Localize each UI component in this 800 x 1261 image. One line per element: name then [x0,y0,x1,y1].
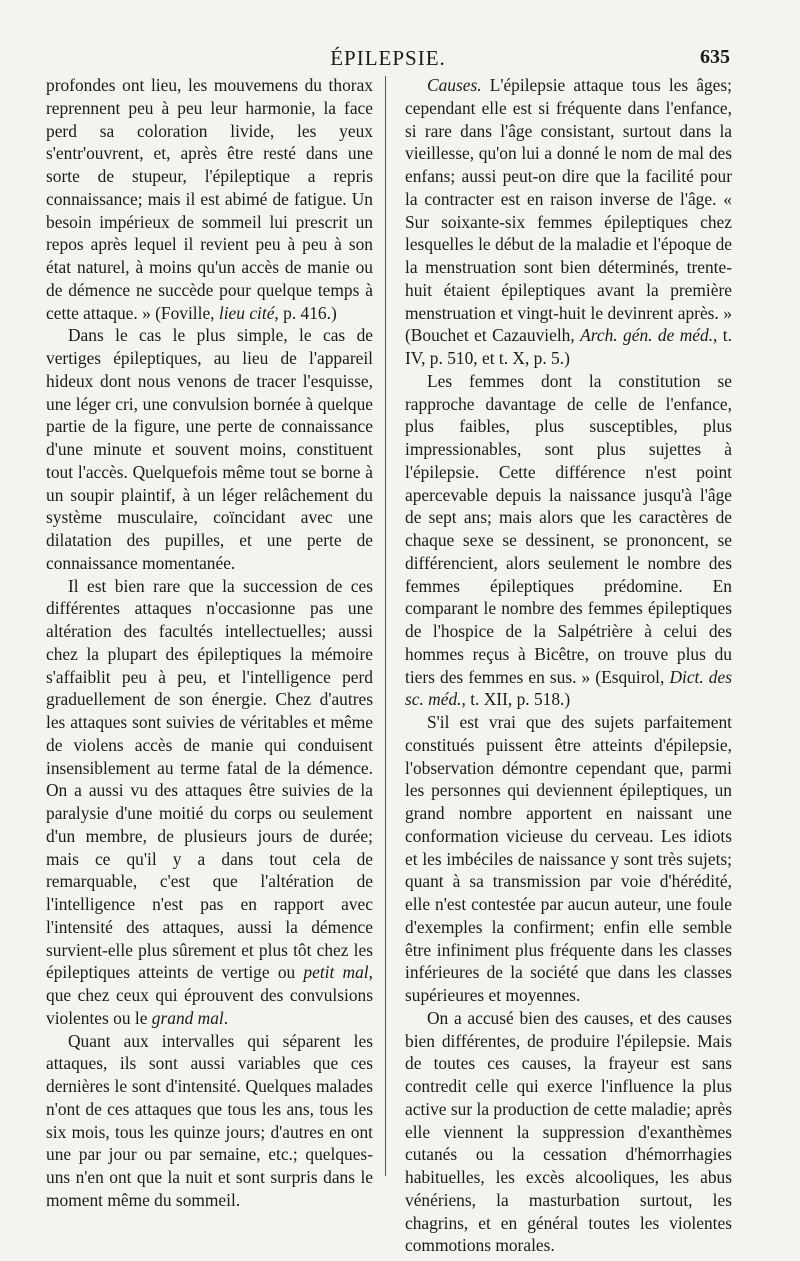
section-heading: Causes. [427,75,482,95]
paragraph: profondes ont lieu, les mouvemens du thorax reprennent peu à peu leur harmonie, la face perd sa coloration livide, les yeux s'entr'ouvrent, et, après être resté dans une sorte de stupeur, l'épileptique a repris connaissance; mais il est abimé de fatigue. Un besoin impérieux de sommeil lui prescrit un repos après lequel il revient peu à peu à son état naturel, à moins qu'un accès de manie ou de démence ne succède pour quelque temps à cette attaque. » (Foville, lieu cité, p. 416.) [46,75,373,323]
left-column [46,74,373,1212]
page-header [46,46,730,74]
paragraph: Il est bien rare que la succession de ces différentes attaques n'occasionne pas une altération des facultés intellectuelles; aussi chez la plupart des épileptiques la mémoire s'affaiblit peu à peu, et l'intelligence perd graduellement de son énergie. Chez d'autres les attaques sont suivies de véritables et même de violens accès de manie qui conduisent insensiblement au terme fatal de la démence. On a aussi vu des attaques être suivies de la paralysie d'une moitié du corps ou seulement d'un membre, de plusieurs jours de durée; mais ce qu'il y a dans tout cela de remarquable, c'est que l'altération de l'intelligence n'est pas en rapport avec l'intensité des attaques, aussi la démence survient-elle plus sûrement et plus tôt chez les épileptiques atteints de vertige ou petit mal, que chez ceux qui éprouvent des convulsions violentes ou le grand mal. [46,575,373,1028]
page-number: 635 [700,46,730,68]
column-divider [385,76,386,1176]
paragraph: On a accusé bien des causes, et des causes bien différentes, de produire l'épilepsie. Mais de toutes ces causes, la frayeur est sans contredit celle qui exerce l'influence la plus active sur la production de cette maladie; après elle viennent la suppression d'exanthèmes cutanés ou la cessation d'hémorrhagies habituelles, les excès alcooliques, les abus vénériens, la masturbation surtout, les chagrins, et en général toutes les violentes commotions morales. [405,1007,732,1256]
paragraph: Dans le cas le plus simple, le cas de vertiges épileptiques, au lieu de l'appareil hideux dont nous venons de tracer l'esquisse, une léger cri, une convulsion bornée à quelque partie de la figure, une perte de connaissance d'une minute et souvent moins, constituent tout l'accès. Quelquefois même tout se borne à un soupir plaintif, à un léger relâchement du système musculaire, coïncidant avec une dilatation des pupilles, et une perte de connaissance momentanée. [46,325,373,573]
paragraph: Quant aux intervalles qui séparent les attaques, ils sont aussi variables que ces dernières le sont d'intensité. Quelques malades n'ont de ces attaques que tous les ans, tous les six mois, tous les quinze jours; d'autres en ont une par jour ou par semaine, etc.; quelques-uns n'en ont que la nuit et sont surpris dans le moment même du sommeil. [46,1030,373,1210]
paragraph: Les femmes dont la constitution se rapproche davantage de celle de l'enfance, plus faibles, plus susceptibles, plus impressionables, sont plus sujettes à l'épilepsie. Cette différence n'est point apercevable depuis la naissance jusqu'à l'âge de sept ans; mais alors que les caractères de chaque sexe se dessinent, se prononcent, se différencient, alors seulement le nombre des femmes épileptiques prédomine. En comparant le nombre des femmes épileptiques de l'hospice de la Salpétrière à celui des hommes reçus à Bicêtre, on trouve plus du tiers des femmes en sus. » (Esquirol, Dict. des sc. méd., t. XII, p. 518.) [405,370,732,710]
paragraph: Causes. L'épilepsie attaque tous les âges; cependant elle est si fréquente dans l'enfance, si rare dans l'âge consistant, surtout dans la vieillesse, qu'on lui a donné le nom de mal des enfans; aussi peut-on dire que la facilité pour la contracter est en raison inverse de l'âge. « Sur soixante-six femmes épileptiques chez lesquelles le début de la maladie et l'époque de la menstruation sont bien déterminés, trente-huit étaient épileptiques avant la première menstruation et vingt-huit le devinrent après. » (Bouchet et Cazauvielh, Arch. gén. de méd., t. IV, p. 510, et t. X, p. 5.) [405,75,732,368]
right-column [405,74,732,1257]
running-title: ÉPILEPSIE. [330,46,446,70]
paragraph: S'il est vrai que des sujets parfaitement constitués puissent être atteints d'épilepsie, l'observation démontre cependant que, parmi les personnes qui deviennent épileptiques, un grand nombre apportent en naissant une conformation vicieuse du cerveau. Les idiots et les imbéciles de naissance y sont très sujets; quant à sa transmission par voie d'hérédité, elle n'est contestée par aucun auteur, une foule d'exemples la confirment; enfin elle semble être infiniment plus fréquente dans les classes inférieures de la société que dans les classes supérieures et moyennes. [405,712,732,1005]
